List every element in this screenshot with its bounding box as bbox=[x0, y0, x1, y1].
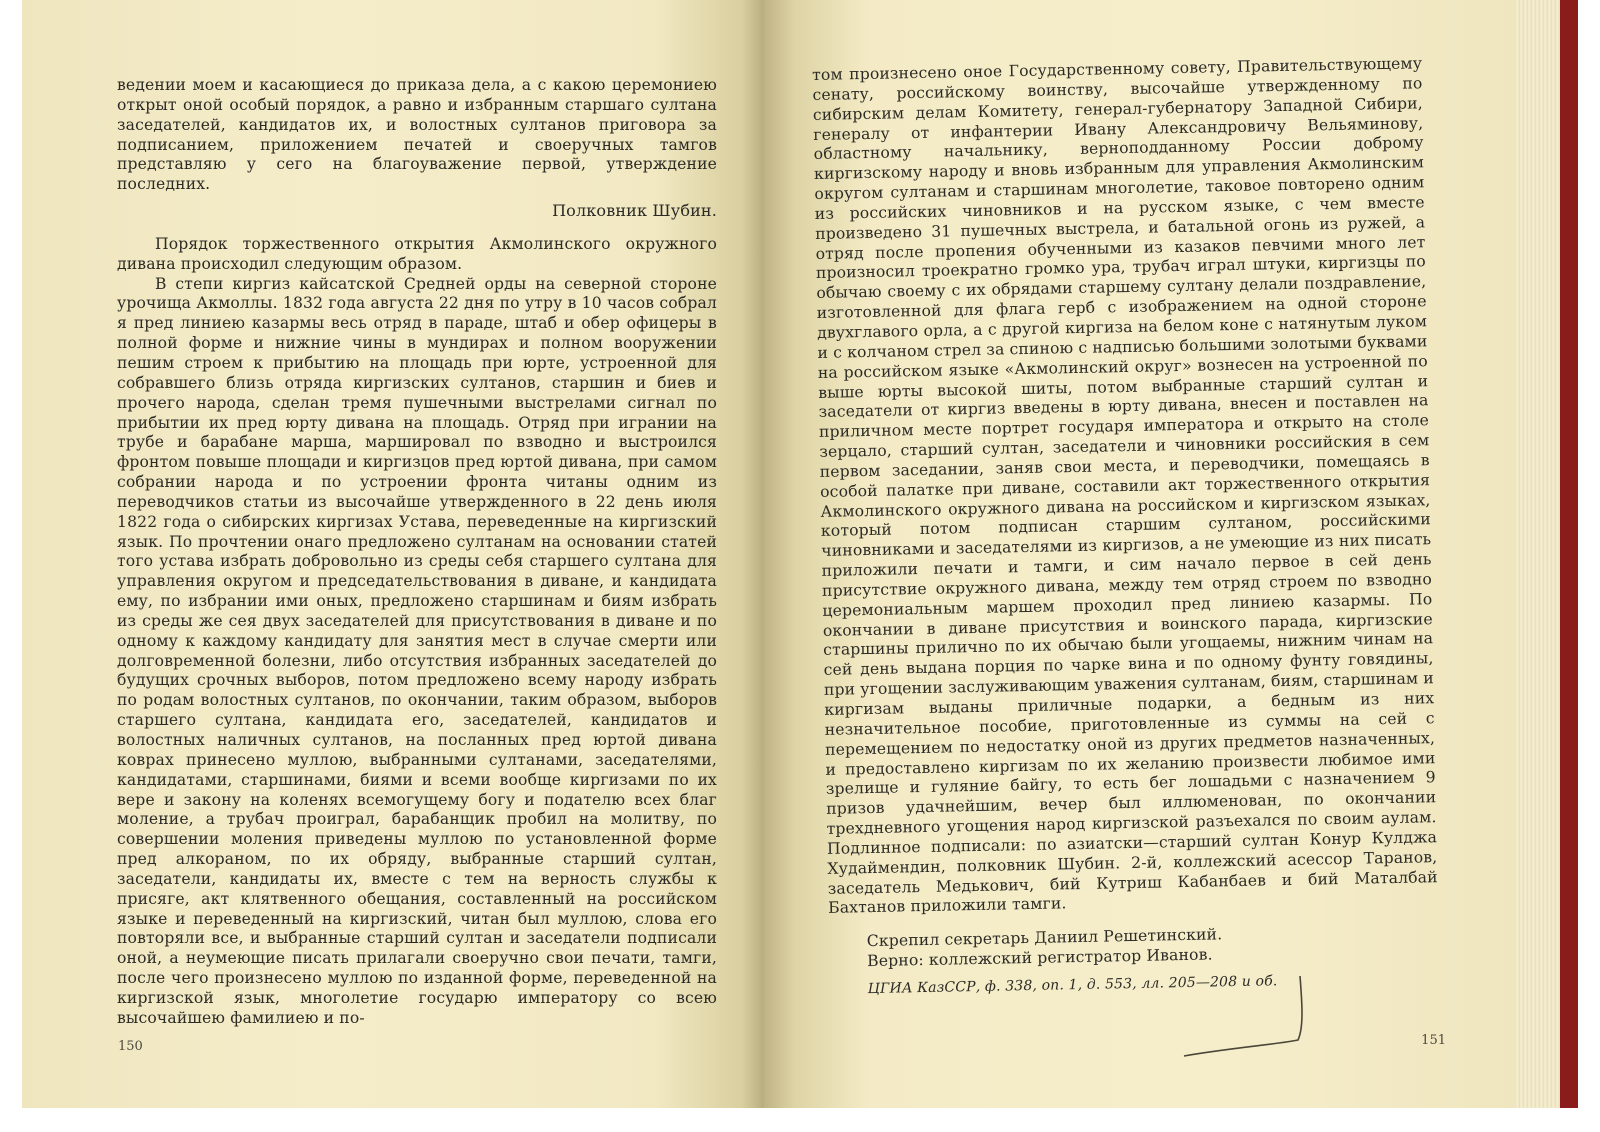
left-paragraph-3: В степи киргиз кайсатской Средней орды на северной стороне урочища Акмоллы. 1832 года августа 22 дня по утру в 10 часов собрал я пред линиею казармы весь отряд в параде, штаб и обер офицеры в полной форме и нижние чины в мундирах и полном вооружении пешим строем к прибытию на площадь при юрте, устроенной для собравшего близь отряда киргизских султанов, старшин и биев и прочего народа, сделан тремя пушечными выстрелами сигнал по прибытии их пред юрту дивана на площадь. Отряд при игрании на трубе и барабане марша, маршировал по взводно и выстроился фронтом повыше площади и киргизцов пред юртой дивана, при самом собрании народа и по устроении фронта читаны одним из переводчиков статьи из высочайше утвержденного в 22 день июля 1822 года о сибирских киргизах Устава, переведенные на киргизский язык. По прочтении онаго предложено султанам на основании статей того устава избрать добровольно из среды себя старшего султана для управления округом и председательствования в диване, и кандидата ему, по избрании ими оных, предложено старшинам и биям избрать из среды же сея двух заседателей для присутствования в диване и по одному к каждому кандидату для занятия мест в случае смерти или долговременной болезни, либо отсутствия избранных заседателей до будущих срочных выборов, потом предложено всему народу избрать по родам волостных султанов, по окончании, таким образом, выборов старшего султана, кандидата его, заседателей, кандидатов и волостных наличных султанов, на посланных пред юртой дивана коврах принесено муллою, выбранными султанами, заседателями, кандидатами, старшинами, биями и всеми вообще киргизами по их вере и закону на коленях всемогущему богу и подателю всех благ моление, а трубач проиграл, барабанщик пробил на молитву, по совершении моления приведены муллою по установленной форме пред алкораном, по их обряду, выбранные старший султан, заседатели, кандидаты их, вместе с тем на верность службы к присяге, акт клятвенного обещания, составленный на российском языке и переведенный на киргизский, читан был муллою, слова его повторяли все, и выбранные старший султан и заседатели подписали оной, а неумеющие писать прилагали своеручно свои печати, тамги, после чего произнесено муллою по изданной форме, переведенной на киргизской язык, многолетие государю императору со всею высочайшею фамилиею и по- bbox=[117, 274, 717, 1027]
right-paragraph-1: том произнесено оное Государственному совету, Правительствующему сенату, российскому воинству, высочайше утвержденному по сибирским делам Комитету, генерал-губернатору Западной Сибири, генералу от инфантерии Ивану Александровичу Вельяминову, областному начальнику, верноподданному России доброму киргизскому народу и вновь избранным для управления Акмолинским округом султанам и старшинам многолетие, таковое повторено одним из российских чиновников и на русском языке, с чем вместе произведено 31 пушечных выстрела, и батальной огонь из ружей, а отряд после пропения обученными из казаков певчими много лет произносил троекратно громко ура, трубач играл штуки, киргизцы по обычаю своему с их обрядами старшему султану делали поздравление, изготовленной для флага герб с изображением на одной стороне двухглавого орла, а с другой киргиза на белом коне с натянутым луком и с колчаном стрел за спиною с надписью большими золотыми буквами на российском языке «Акмолинский округ» вознесен на устроенной по выше юрты высокой шиты, потом выбранные старший султан и заседатели от киргиз введены в юрту дивана, внесен и поставлен на приличном месте портрет государя императора и открыто на столе зерцало, старший султан, заседатели и чиновники российския в сем первом заседании, заняв свои места, и переводчики, помещаясь в особой палатке при диване, составили акт торжественного открытия Акмолинского окружного дивана на российском и киргизском языках, который потом подписан старшим султаном, российскими чиновниками и заседателями из киргизов, а не умеющие из них писать приложили печати и тамги, и сим начало первое в сей день присутствие окружного дивана, между тем отряд строем по взводно церемониальным маршем проходил пред линиею казармы. По окончании в диване присутствия и воинского парада, киргизские старшины прилично по их обычаю были угощаемы, нижним чинам на сей день выдана порция по чарке вина и по одному фунту говядины, при угощении заслуживающим уважения султанам, биям, старшинам и киргизам выданы приличные подарки, а бедным из них незначительное пособие, приготовленные из суммы на сей с перемещением по недостатку оной из других предметов назначенных, и предоставлено киргизам по их желанию произвести любимое ими зрелище и гуляние байгу, то есть бег лошадьми с назначением 9 призов удачнейшим, вечер был иллюменован, по окончании трехдневного угощения народ киргизской разъехался по своим аулам. Подлинное подписали: по азиатски—старший султан Конур Кулджа Худаймендин, полковник Шубин. 2-й, коллежский асессор Таранов, заседатель Медькович, бий Кутриш Кабанбаев и бий Маталбай Бахтанов приложили тамги. bbox=[812, 54, 1438, 918]
book-cover-edge bbox=[1560, 0, 1578, 1108]
secretary-line: Скрепил секретарь Даниил Решетинский. bbox=[866, 925, 1223, 951]
right-page-text bbox=[812, 54, 1440, 1000]
left-paragraph-1: ведении моем и касающиеся до приказа дела, а с какою церемониею открыт оной особый порядок, а равно и избранным старшаго султана заседателей, кандидатов их, и волостных султанов приговора за подписанием, приложением печатей и своеручных тамгов представляю у сего на благоуважение первой, утверждение последних. bbox=[117, 76, 717, 194]
left-page-number: 150 bbox=[118, 1039, 143, 1054]
colonel-signature: Полковник Шубин. bbox=[552, 201, 717, 221]
archive-reference: ЦГИА КазССР, ф. 338, оп. 1, д. 553, лл. 205—208 и об. bbox=[867, 973, 1278, 998]
page-block-edge bbox=[1516, 0, 1560, 1108]
left-page-text bbox=[117, 76, 717, 1029]
left-paragraph-2: Порядок торжественного открытия Акмолинского окружного дивана происходил следующим образом. bbox=[117, 234, 717, 273]
pen-mark-icon bbox=[1180, 972, 1310, 1062]
right-page bbox=[764, 0, 1516, 1108]
registrar-line: Верно: коллежский регистратор Иванов. bbox=[867, 945, 1213, 971]
left-page bbox=[22, 0, 764, 1108]
open-book bbox=[22, 0, 1578, 1108]
right-page-number: 151 bbox=[1421, 1033, 1446, 1048]
